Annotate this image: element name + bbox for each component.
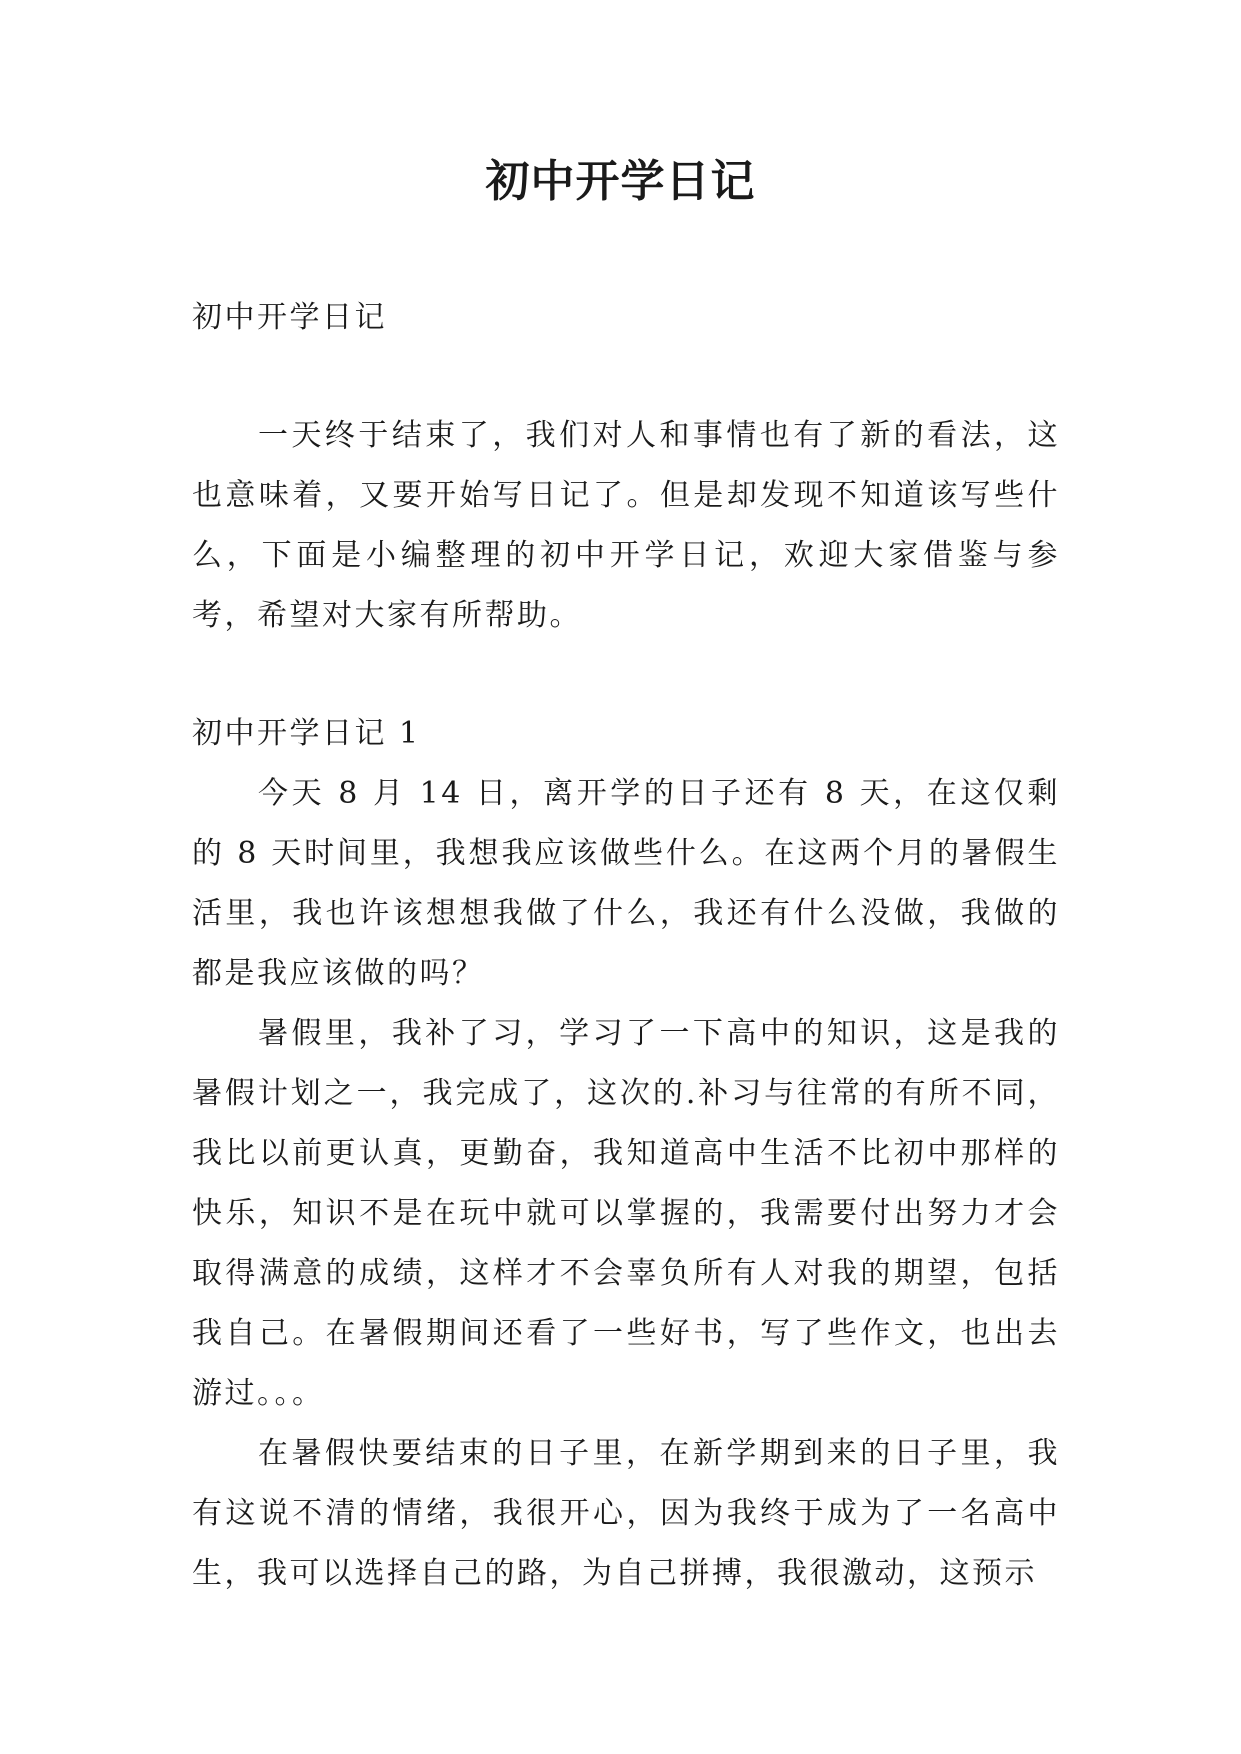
document-body — [192, 288, 1060, 1604]
document-title: 初中开学日记 — [485, 156, 756, 207]
intro-paragraph: 一天终于结束了，我们对人和事情也有了新的看法，这也意味着，又要开始写日记了。但是却发现不知道该写些什么，下面是小编整理的初中开学日记，欢迎大家借鉴与参考，希望对大家有所帮助。 — [192, 418, 1060, 633]
body-paragraph-3: 在暑假快要结束的日子里，在新学期到来的日子里，我有这说不清的情绪，我很开心，因为我终于成为了一名高中生，我可以选择自己的路，为自己拼搏，我很激动，这预示 — [192, 1436, 1060, 1591]
document-subtitle: 初中开学日记 — [192, 300, 387, 335]
section-heading: 初中开学日记 1 — [192, 716, 421, 751]
body-paragraph-2: 暑假里，我补了习，学习了一下高中的知识，这是我的暑假计划之一，我完成了，这次的.补习与往常的有所不同，我比以前更认真，更勤奋，我知道高中生活不比初中那样的快乐，知识不是在玩中就可以掌握的，我需要付出努力才会取得满意的成绩，这样才不会辜负所有人对我的期望，包括我自己。在暑假期间还看了一些好书，写了些作文，也出去游过。。。 — [192, 1016, 1060, 1411]
body-paragraph-1: 今天 8 月 14 日，离开学的日子还有 8 天，在这仅剩的 8 天时间里，我想我应该做些什么。在这两个月的暑假生活里，我也许该想想我做了什么，我还有什么没做，我做的都是我应该做的吗？ — [192, 776, 1060, 991]
